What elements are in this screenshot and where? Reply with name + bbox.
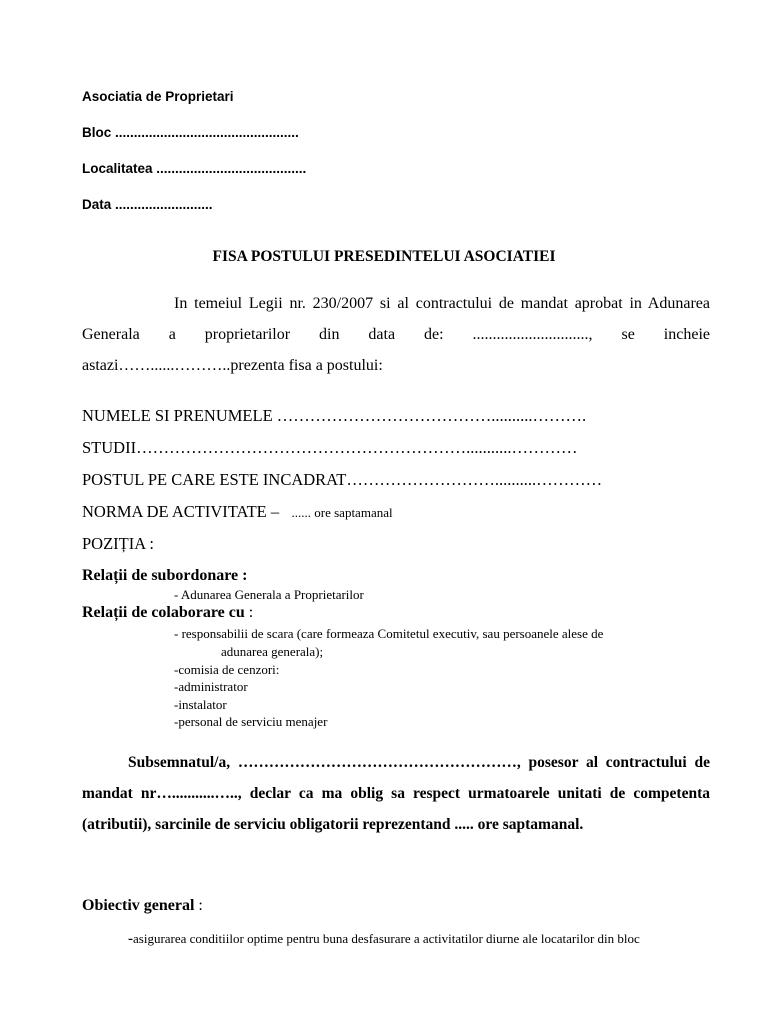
objective-colon: : — [194, 897, 203, 914]
field-nume: NUMELE SI PRENUMELE …………………………………..........………. — [82, 406, 587, 425]
subordonare-item: - Adunarea Generala a Proprietarilor — [174, 587, 364, 602]
field-post: POSTUL PE CARE ESTE INCADRAT………………………..........………… — [82, 470, 603, 489]
objective-label: Obiectiv general — [82, 897, 195, 914]
objective-heading — [82, 897, 203, 915]
colaborare-item: -personal de serviciu menajer — [174, 714, 328, 729]
data-line: Data .......................... — [82, 197, 213, 212]
objective-paragraph — [82, 923, 712, 955]
colaborare-item: -administrator — [174, 679, 248, 694]
colaborare-item: -comisia de cenzori: — [174, 662, 280, 677]
intro-text: In temeiul Legii nr. 230/2007 si al contractului de mandat aprobat in Adunarea Generala a proprietarilor din data de: ............................., se incheie astazi……......………..prezenta fisa a postului: — [82, 295, 710, 374]
colaborare-label: Relații de colaborare cu — [82, 604, 245, 621]
objective-text: asigurarea conditiilor optime pentru buna desfasurare a activitatilor diurne ale locatarilor din bloc — [133, 931, 640, 946]
colaborare-item: -instalator — [174, 697, 227, 712]
colaborare-item: adunarea generala); — [221, 644, 324, 659]
declaration-paragraph — [82, 747, 710, 840]
localitate-line: Localitatea ........................................ — [82, 161, 307, 176]
colaborare-heading — [82, 604, 253, 622]
objective-dash: - — [128, 931, 133, 947]
document-title: FISA POSTULUI PRESEDINTELUI ASOCIATIEI — [212, 248, 556, 265]
intro-paragraph — [82, 288, 710, 381]
colaborare-colon: : — [244, 604, 254, 621]
norma-label: NORMA DE ACTIVITATE – — [82, 502, 280, 521]
subordonare-heading: Relații de subordonare : — [82, 567, 248, 584]
bloc-line: Bloc ................................................. — [82, 125, 299, 140]
field-pozitia: POZIȚIA : — [82, 534, 154, 553]
field-norma — [82, 502, 393, 522]
declaration-text: Subsemnatul/a, ………………………………………………, posesor al contractului de mandat nr…...........….., declar ca ma oblig sa respect urmatoarele unitati de competenta (atributii), sarcinile de serviciu obligatorii reprezentand ..... ore saptamanal. — [82, 754, 710, 833]
association-name: Asociatia de Proprietari — [82, 89, 234, 104]
norma-value: ...... ore saptamanal — [291, 505, 393, 520]
field-studii: STUDII……………………………………………………...........………… — [82, 438, 578, 457]
colaborare-item: - responsabilii de scara (care formeaza Comitetul executiv, sau persoanele alese de — [174, 626, 604, 641]
